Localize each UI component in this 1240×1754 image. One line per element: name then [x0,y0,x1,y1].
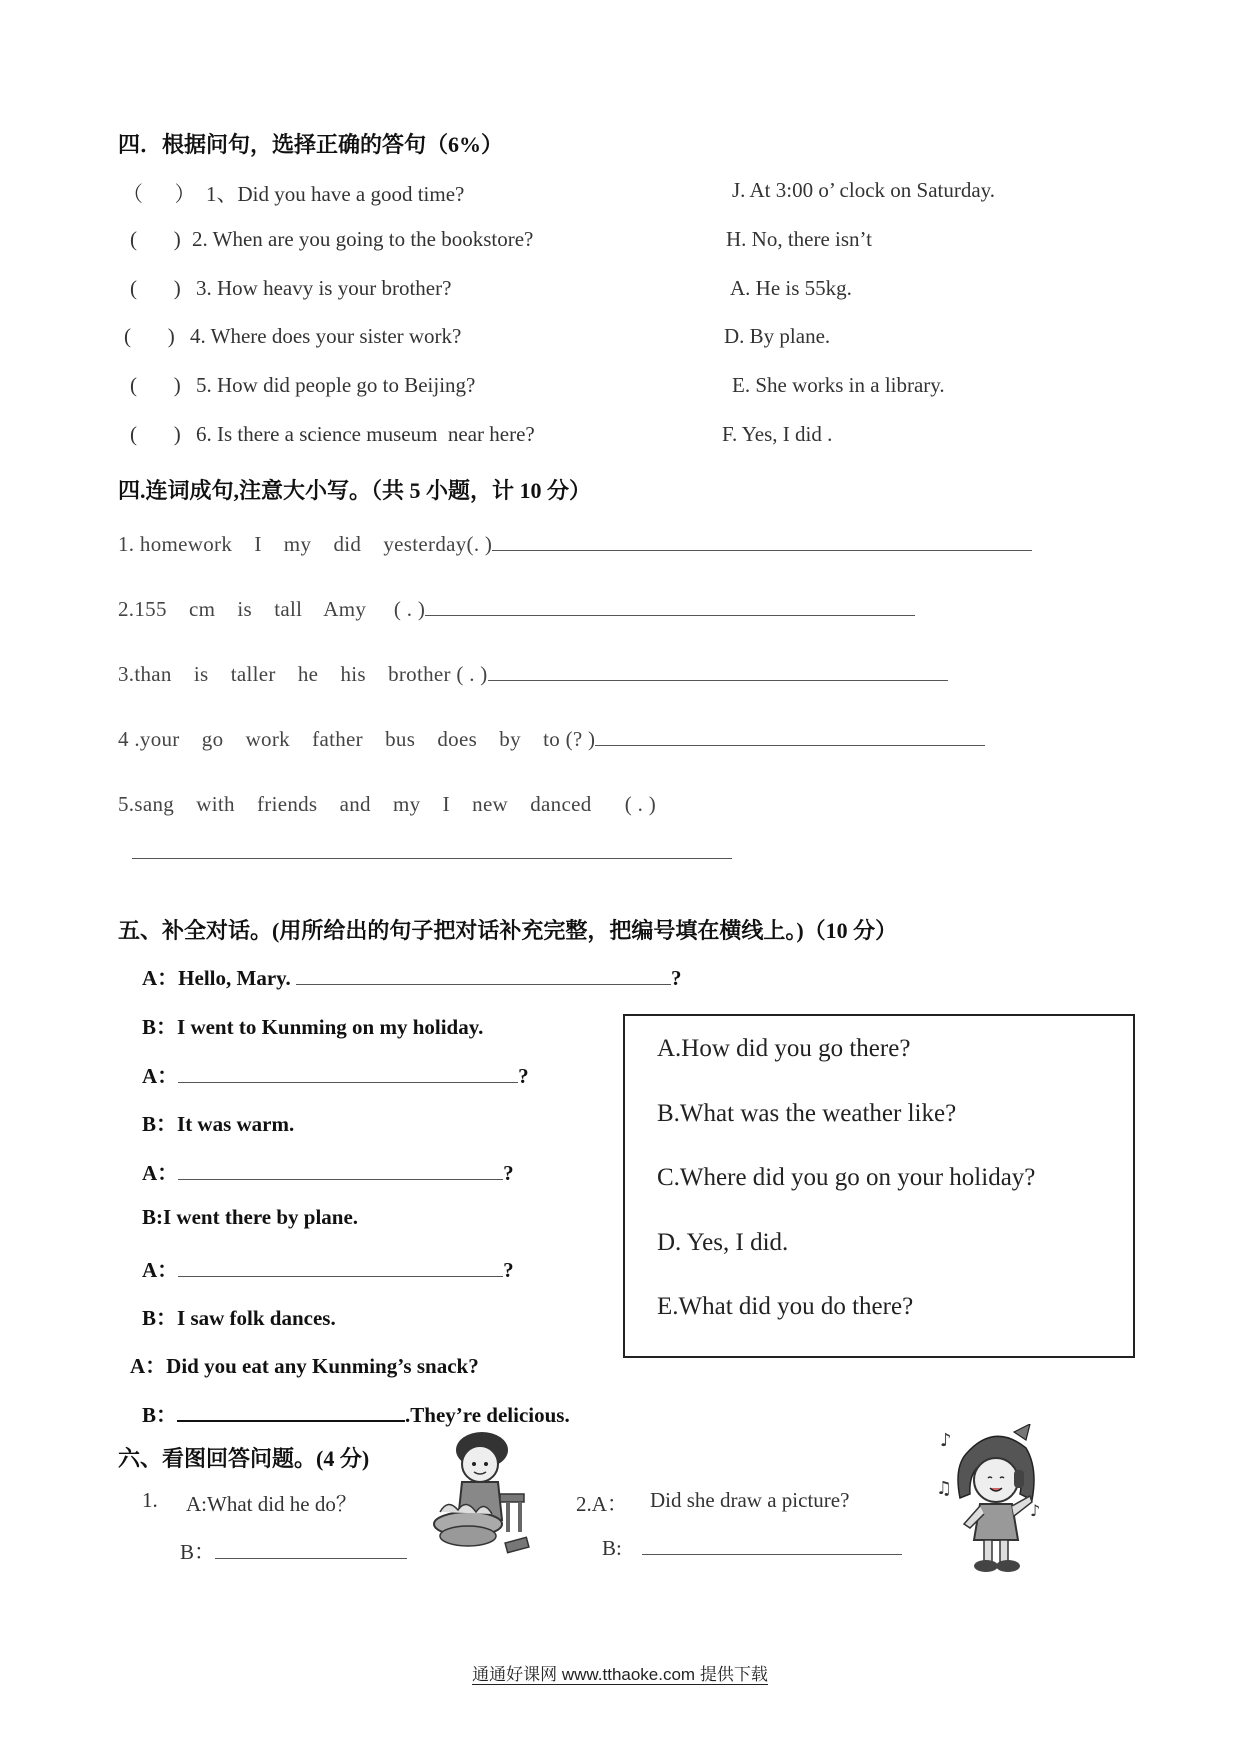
question-text: 1、Did you have a good time? [206,182,465,206]
option-item: E.What did you do there? [657,1293,914,1320]
section-6-heading: 六、看图回答问题。(4 分) [118,1446,370,1471]
svg-text:♪: ♪ [940,1430,952,1451]
answer-option: F. Yes, I did . [722,422,833,446]
section-4-heading: 四．根据问句，选择正确的答句（6%） [118,132,504,157]
answer-option: H. No, there isn’t [726,227,873,251]
answer-line: B： [180,1536,407,1566]
picture-question-number: 2.A： [576,1492,628,1516]
dialogue-line: A：Did you eat any Kunming’s snack? [130,1354,479,1378]
answer-blank[interactable] [177,1402,405,1422]
answer-blank[interactable] [492,532,1032,551]
footer-credit [0,1660,1240,1685]
question-text: 5. How did people go to Beijing? [196,373,476,397]
answer-blank[interactable] [178,1064,518,1083]
question-text: 3. How heavy is your brother? [196,276,452,300]
svg-text:♫: ♫ [936,1478,953,1499]
word-order-item: 1. homework I my did yesterday(. ) [118,532,1032,557]
question-paren[interactable]: ( ) [130,422,181,446]
answer-blank[interactable] [488,662,948,681]
dialogue-line: B： .They’re delicious. [142,1403,570,1427]
picture-question-text: A:What did he do？ [186,1492,357,1516]
dialogue-line: B：I went to Kunming on my holiday. [142,1015,484,1039]
dialogue-line: A： ? [142,1161,514,1185]
word-order-item: 2.155 cm is tall Amy ( . ) [118,597,915,622]
picture-question-number: 1. [142,1488,158,1512]
answer-blank[interactable] [595,727,985,746]
dialogue-line: B:I went there by plane. [142,1205,359,1229]
picture-question-text: Did she draw a picture? [650,1488,850,1512]
options-box [623,1014,1135,1358]
option-item: C.Where did you go on your holiday? [657,1164,1036,1191]
option-item: D. Yes, I did. [657,1229,789,1256]
dialogue-line: A： ? [142,1064,529,1088]
answer-blank[interactable] [425,597,915,616]
boy-washing-clothes-illustration [428,1428,540,1558]
answer-option: D. By plane. [724,324,831,348]
question-text: 4. Where does your sister work? [190,324,462,348]
answer-line: B: [602,1536,902,1561]
answer-blank[interactable] [178,1258,503,1277]
option-item: B.What was the weather like? [657,1100,957,1127]
svg-text:♪: ♪ [1030,1501,1041,1520]
section-4b-heading: 四.连词成句,注意大小写。（共 5 小题，计 10 分） [118,478,592,503]
dialogue-line: B：I saw folk dances. [142,1306,336,1330]
question-text: 6. Is there a science museum near here? [196,422,535,446]
answer-blank[interactable] [215,1540,407,1559]
answer-blank[interactable] [178,1161,503,1180]
dialogue-line: A： ? [142,1258,514,1282]
answer-option: A. He is 55kg. [730,276,852,300]
question-paren[interactable]: ( ) [130,373,181,397]
word-order-item: 4 .your go work father bus does by to (? ) [118,727,985,752]
question-paren[interactable]: （ ） [122,182,196,206]
question-paren[interactable]: ( ) [130,227,181,251]
question-text: 2. When are you going to the bookstore? [192,227,534,251]
dialogue-line: B：It was warm. [142,1112,295,1136]
answer-option: J. At 3:00 o’ clock on Saturday. [732,178,996,202]
option-item: A.How did you go there? [657,1035,911,1062]
question-paren[interactable]: ( ) [124,324,175,348]
answer-option: E. She works in a library. [732,373,945,397]
section-5-heading: 五、补全对话。(用所给出的句子把对话补充完整，把编号填在横线上。)（10 分） [118,918,898,943]
footer-link[interactable]: 通通好课网 www.tthaoke.com 提供下载 [472,1665,768,1684]
answer-blank[interactable] [296,966,671,985]
girl-with-headphones-illustration [934,1424,1050,1580]
answer-blank[interactable] [132,858,732,859]
word-order-item: 3.than is taller he his brother ( . ) [118,662,948,687]
answer-blank[interactable] [642,1536,902,1555]
dialogue-line: A：Hello, Mary. ? [142,966,682,990]
question-paren[interactable]: ( ) [130,276,181,300]
word-order-item: 5.sang with friends and my I new danced ( . ) [118,792,657,816]
